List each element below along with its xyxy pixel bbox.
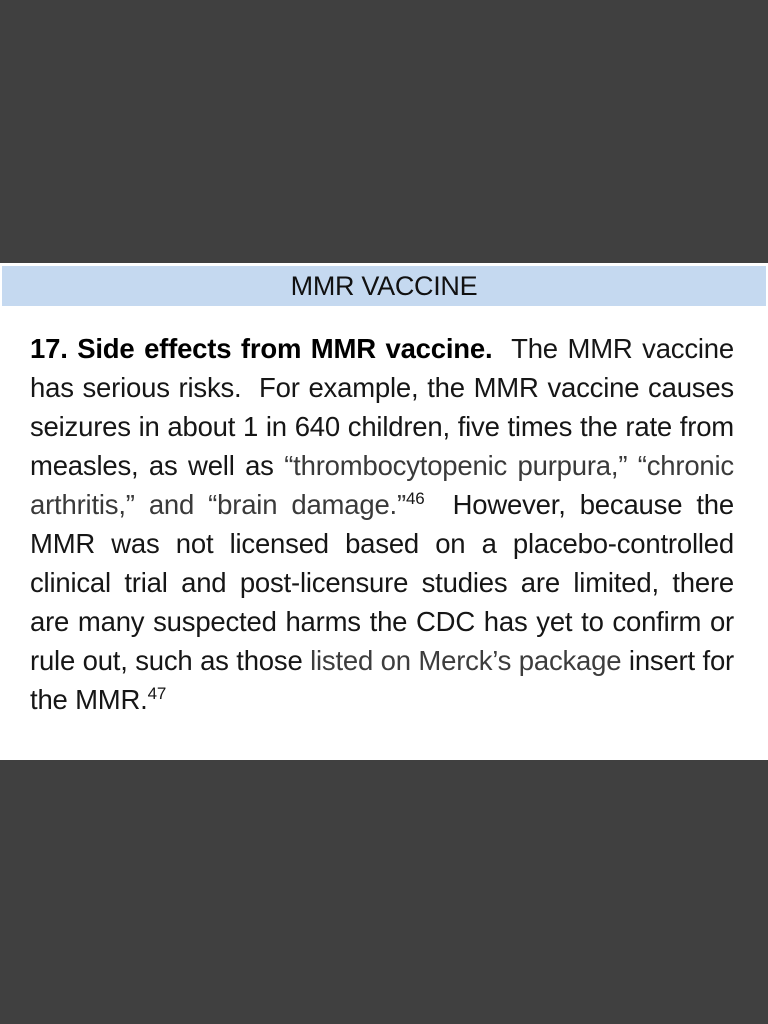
sentence-1: The MMR vaccine has serious risks. bbox=[30, 333, 734, 403]
sentence-3: However, because the MMR was not licensed based on a placebo-controlled clinical trial and post-licensure studies are limited, there are many suspected harms the CDC has yet to confirm or rule out, such as those bbox=[30, 489, 734, 676]
footnote-ref-47: 47 bbox=[147, 683, 167, 703]
sentence-2: For example, the MMR vaccine causes seizures in about 1 in 640 children, five times the rate from measles, as well as bbox=[30, 372, 734, 481]
sentence-3-cited: listed on Merck’s package bbox=[310, 645, 622, 676]
footnote-ref-46: 46 bbox=[405, 488, 425, 508]
section-title: MMR VACCINE bbox=[2, 266, 766, 306]
sentence-3-end: insert for the MMR. bbox=[30, 645, 734, 715]
quoted-terms: “thrombocytopenic purpura,” “chronic arthritis,” and “brain damage.” bbox=[30, 450, 734, 520]
item-paragraph bbox=[30, 329, 734, 719]
document-card bbox=[0, 263, 768, 760]
item-heading: 17. Side effects from MMR vaccine. bbox=[30, 333, 493, 364]
